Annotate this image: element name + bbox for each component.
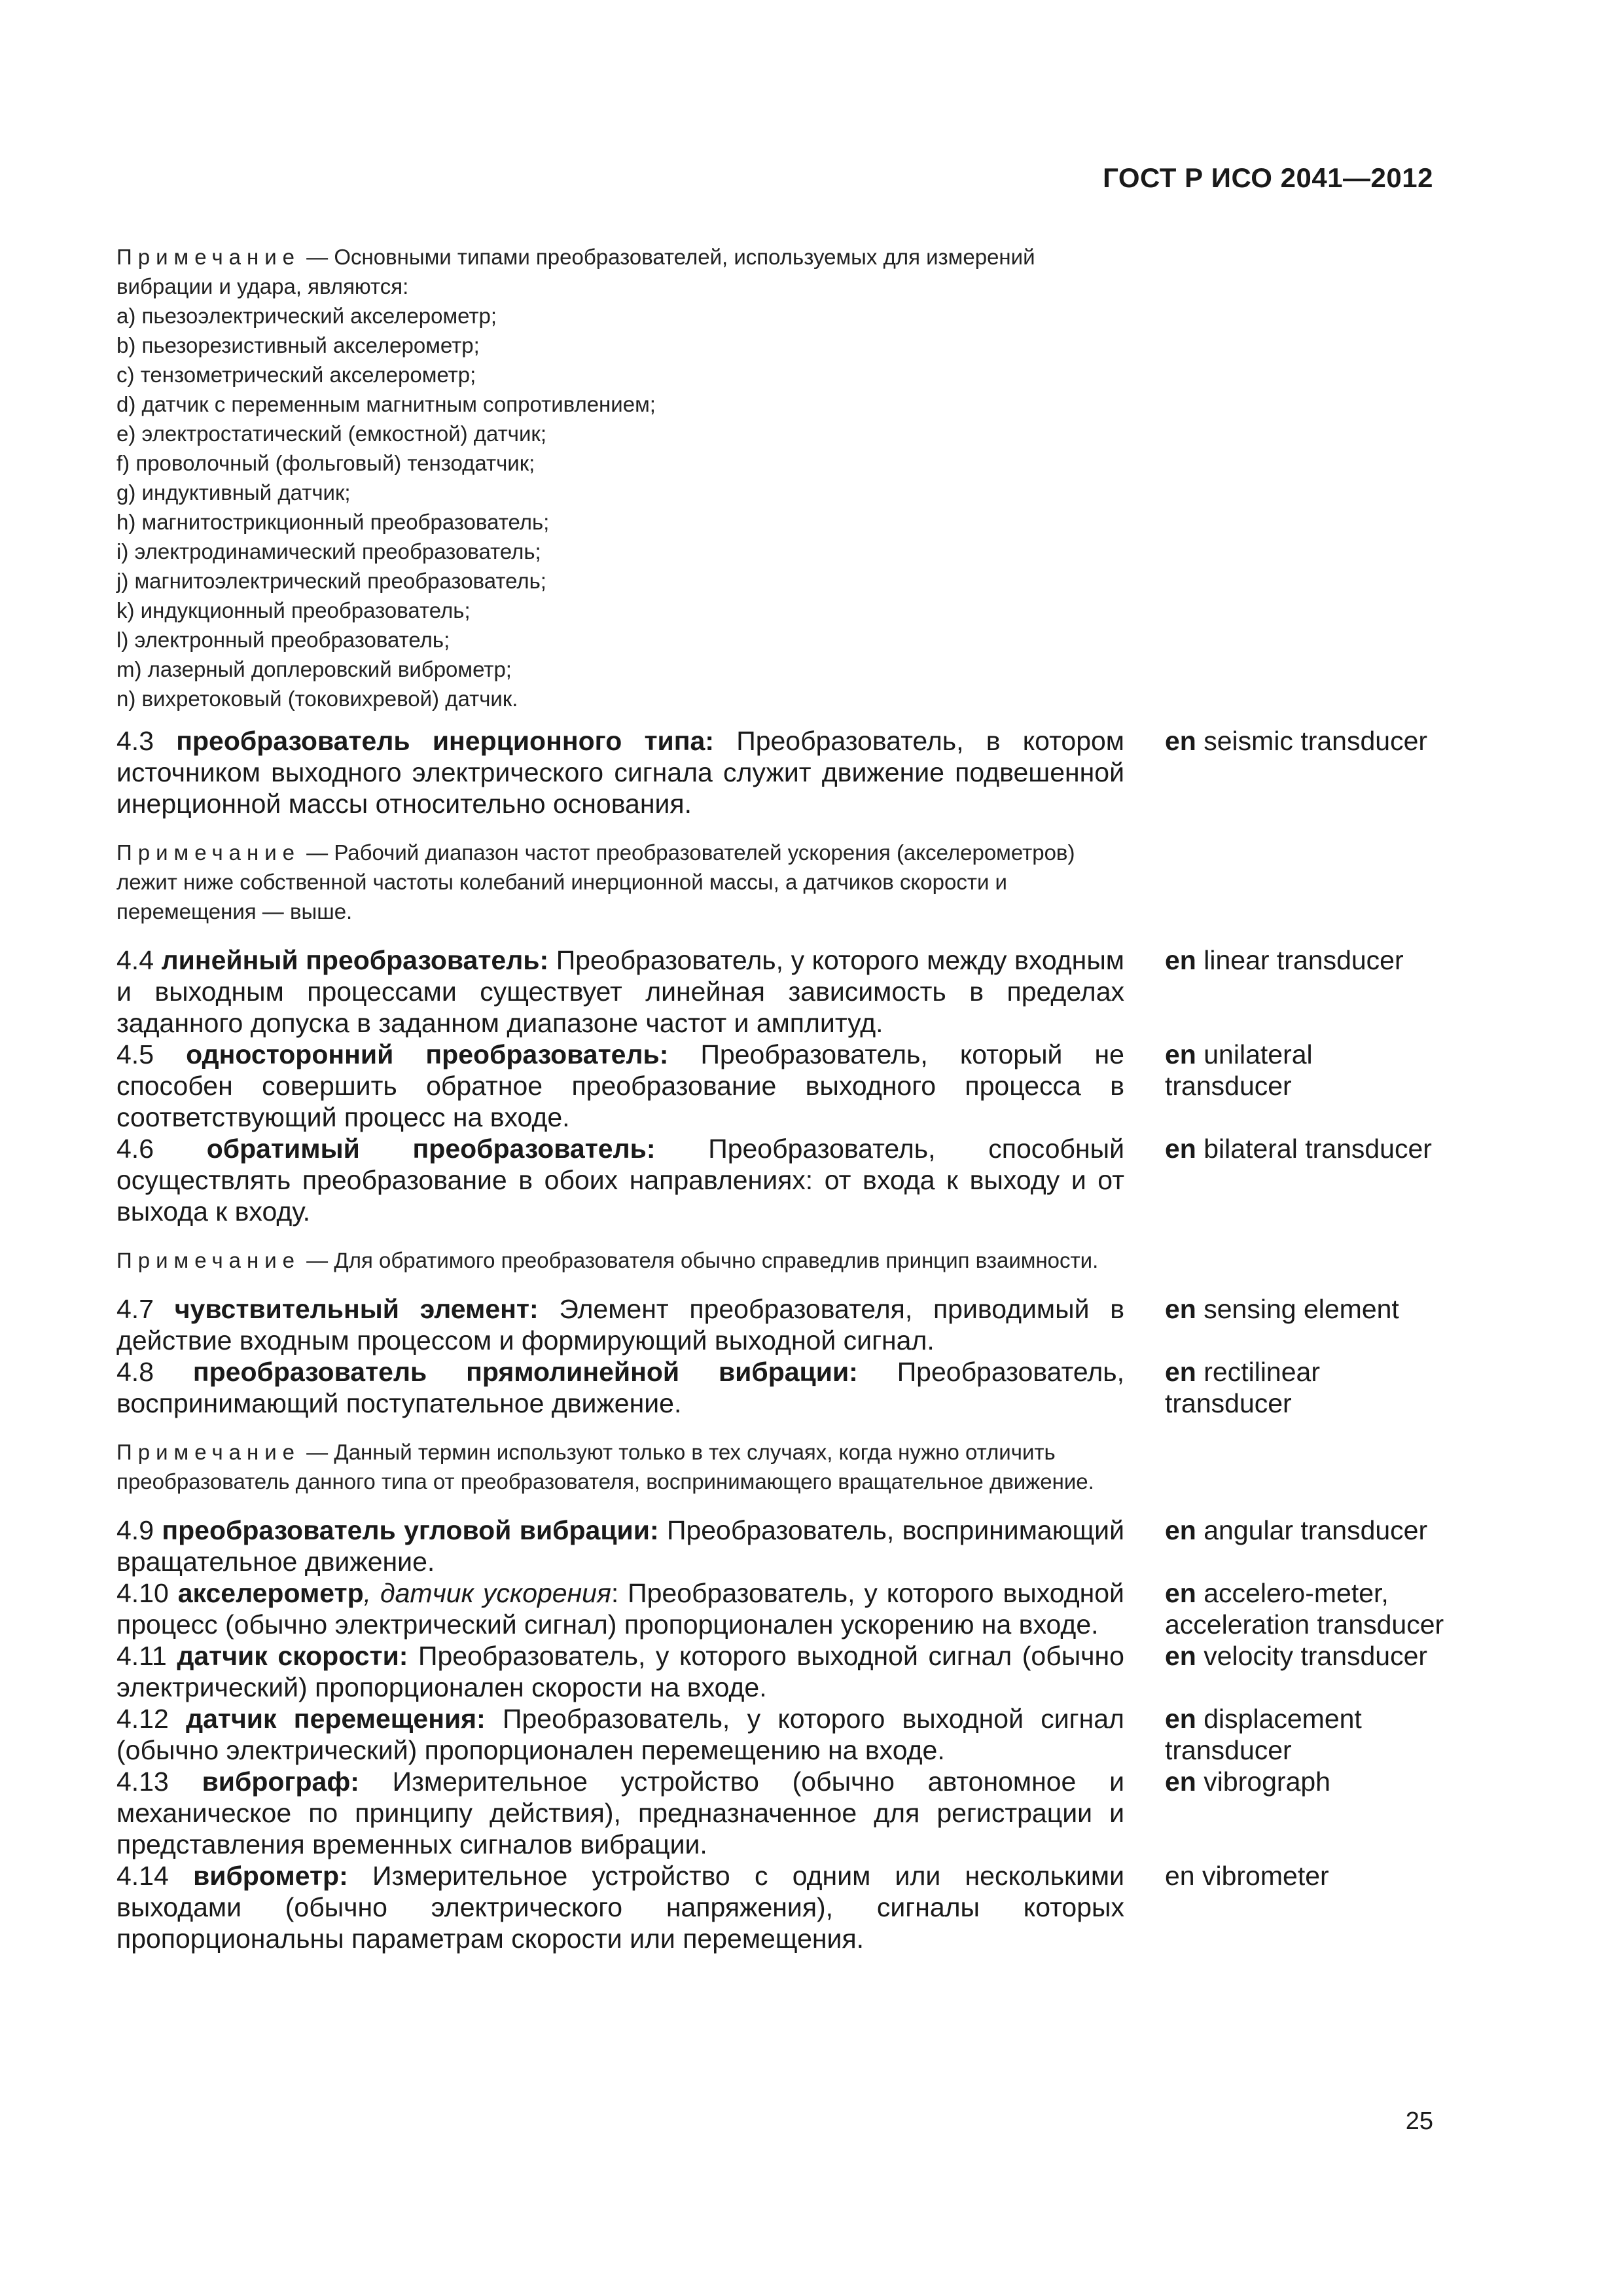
term-name: датчик скорости: xyxy=(177,1641,408,1671)
term-number: 4.4 xyxy=(116,945,154,975)
list-item: m) лазерный доплеровский виброметр; xyxy=(116,657,512,681)
note-text: — Основными типами преобразователей, используемых для измерений вибрации и удара, являются: xyxy=(116,245,1035,298)
note-after-4-6 xyxy=(116,1246,1445,1275)
term-entry-4-5 xyxy=(116,1039,1445,1133)
term-definition: Элемент преобразователя, приводимый в действие входным процессом и формирующий выходной сигнал. xyxy=(116,1294,1124,1355)
term-definition: Преобразователь, в котором источником выходного электрического сигнала служит движение подвешенной инерционной массы относительно основания. xyxy=(116,726,1124,819)
term-number: 4.6 xyxy=(116,1134,154,1164)
term-definition: : Преобразователь, у которого выходной процесс (обычно электрический сигнал) пропорционален ускорению на входе. xyxy=(116,1578,1124,1640)
list-item: l) электронный преобразователь; xyxy=(116,628,450,652)
en-label: en xyxy=(1165,1515,1196,1545)
note-label: Примечание xyxy=(116,1440,301,1464)
term-name: обратимый преобразователь: xyxy=(206,1134,656,1164)
en-term: unilateral transducer xyxy=(1165,1039,1313,1101)
en-term: accelero-meter, acceleration transducer xyxy=(1165,1578,1444,1640)
en-label: en xyxy=(1165,1134,1196,1164)
term-entry-4-13 xyxy=(116,1766,1445,1860)
list-item: d) датчик с переменным магнитным сопротивлением; xyxy=(116,392,656,416)
list-item: i) электродинамический преобразователь; xyxy=(116,539,541,564)
list-item: f) проволочный (фольговый) тензодатчик; xyxy=(116,451,535,475)
en-label: en xyxy=(1165,945,1196,975)
note-after-4-3 xyxy=(116,838,1445,926)
term-definition: Преобразователь, способный осуществлять преобразование в обоих направлениях: от входа к выходу и от выхода к входу. xyxy=(116,1134,1125,1227)
note-text: — Рабочий диапазон частот преобразователей ускорения (акселерометров) лежит ниже собственной частоты колебаний инерционной массы, а датчиков скорости и перемещения — выше. xyxy=(116,840,1075,924)
term-definition: Преобразователь, у которого выходной сигнал (обычно электрический) пропорционален скорости на входе. xyxy=(116,1641,1124,1702)
term-number: 4.10 xyxy=(116,1578,169,1608)
term-number: 4.14 xyxy=(116,1861,169,1891)
note-label: Примечание xyxy=(116,245,301,269)
term-definition: Преобразователь, у которого выходной сигнал (обычно электрический) пропорционален перемещению на входе. xyxy=(116,1704,1124,1765)
term-definition: Измерительное устройство (обычно автономное и механическое по принципу действия), предназначенное для регистрации и представления временных сигналов вибрации. xyxy=(116,1767,1124,1859)
en-label: en xyxy=(1165,1039,1196,1069)
term-number: 4.7 xyxy=(116,1294,154,1324)
list-item: j) магнитоэлектрический преобразователь; xyxy=(116,569,546,593)
en-term: en vibrometer xyxy=(1165,1861,1329,1891)
list-item: a) пьезоэлектрический акселерометр; xyxy=(116,304,497,328)
term-synonym: , датчик ускорения xyxy=(363,1578,611,1608)
term-entry-4-3 xyxy=(116,725,1445,819)
note-transducer-types xyxy=(116,242,1445,713)
term-entry-4-6 xyxy=(116,1133,1445,1227)
note-text: — Для обратимого преобразователя обычно справедлив принцип взаимности. xyxy=(300,1248,1099,1272)
term-name: линейный преобразователь: xyxy=(161,945,549,975)
term-entry-4-11 xyxy=(116,1640,1445,1703)
en-label: en xyxy=(1165,1294,1196,1324)
list-item: e) электростатический (емкостной) датчик; xyxy=(116,422,547,446)
term-entry-4-8 xyxy=(116,1356,1445,1419)
term-name: виброметр: xyxy=(193,1861,348,1891)
en-label: en xyxy=(1165,1641,1196,1671)
en-label: en xyxy=(1165,1357,1196,1387)
en-term: velocity transducer xyxy=(1196,1641,1428,1671)
term-name: преобразователь инерционного типа: xyxy=(176,726,714,756)
term-number: 4.3 xyxy=(116,726,154,756)
term-name: преобразователь угловой вибрации: xyxy=(162,1515,659,1545)
en-term: displacement transducer xyxy=(1165,1704,1362,1765)
list-item: h) магнитострикционный преобразователь; xyxy=(116,510,550,534)
en-term: vibrograph xyxy=(1196,1767,1330,1797)
transducer-type-list xyxy=(116,301,1124,713)
list-item: g) индуктивный датчик; xyxy=(116,480,351,505)
term-number: 4.11 xyxy=(116,1641,167,1671)
term-definition: Преобразователь, воспринимающий вращательное движение. xyxy=(116,1515,1124,1577)
en-term: linear transducer xyxy=(1196,945,1404,975)
en-term: sensing element xyxy=(1196,1294,1399,1324)
note-text: — Данный термин используют только в тех случаях, когда нужно отличить преобразователь данного типа от преобразователя, воспринимающего вращательное движение. xyxy=(116,1440,1094,1494)
list-item: k) индукционный преобразователь; xyxy=(116,598,471,622)
term-definition: Преобразователь, воспринимающий поступательное движение. xyxy=(116,1357,1124,1418)
term-number: 4.5 xyxy=(116,1039,154,1069)
term-number: 4.13 xyxy=(116,1767,169,1797)
term-entry-4-9 xyxy=(116,1515,1445,1577)
en-label: en xyxy=(1165,1767,1196,1797)
en-term: rectilinear transducer xyxy=(1165,1357,1320,1418)
list-item: c) тензометрический акселерометр; xyxy=(116,363,476,387)
term-name: преобразователь прямолинейной вибрации: xyxy=(192,1357,858,1387)
list-item: n) вихретоковый (токовихревой) датчик. xyxy=(116,687,518,711)
term-name: чувствительный элемент: xyxy=(174,1294,539,1324)
term-definition: Измерительное устройство с одним или несколькими выходами (обычно электрического напряжения), сигналы которых пропорциональны параметрам скорости или перемещения. xyxy=(116,1861,1124,1954)
page-number: 25 xyxy=(1405,2108,1433,2135)
note-after-4-8 xyxy=(116,1437,1445,1496)
note-label: Примечание xyxy=(116,1248,301,1272)
term-entry-4-10 xyxy=(116,1577,1445,1640)
en-label: en xyxy=(1165,726,1196,756)
term-definition: Преобразователь, у которого между входным и выходным процессами существует линейная зависимость в пределах заданного допуска в заданном диапазоне частот и амплитуд. xyxy=(116,945,1124,1038)
term-number: 4.9 xyxy=(116,1515,154,1545)
list-item: b) пьезорезистивный акселерометр; xyxy=(116,333,480,357)
term-name: виброграф: xyxy=(202,1767,359,1797)
term-name: акселерометр xyxy=(177,1578,364,1608)
page-content xyxy=(116,242,1445,1954)
en-term: seismic transducer xyxy=(1196,726,1428,756)
term-entry-4-12 xyxy=(116,1703,1445,1766)
term-entry-4-4 xyxy=(116,944,1445,1039)
en-term: bilateral transducer xyxy=(1196,1134,1432,1164)
term-name: датчик перемещения: xyxy=(186,1704,486,1734)
en-term: angular transducer xyxy=(1196,1515,1428,1545)
term-number: 4.8 xyxy=(116,1357,154,1387)
en-label: en xyxy=(1165,1578,1196,1608)
term-number: 4.12 xyxy=(116,1704,169,1734)
term-definition: Преобразователь, который не способен совершить обратное преобразование выходного процесса в соответствующий процесс на входе. xyxy=(116,1039,1124,1132)
term-entry-4-7 xyxy=(116,1293,1445,1356)
note-label: Примечание xyxy=(116,840,301,865)
term-name: односторонний преобразователь: xyxy=(186,1039,669,1069)
en-label: en xyxy=(1165,1704,1196,1734)
standard-code-header: ГОСТ Р ИСО 2041—2012 xyxy=(1103,162,1433,193)
term-entry-4-14 xyxy=(116,1860,1445,1954)
